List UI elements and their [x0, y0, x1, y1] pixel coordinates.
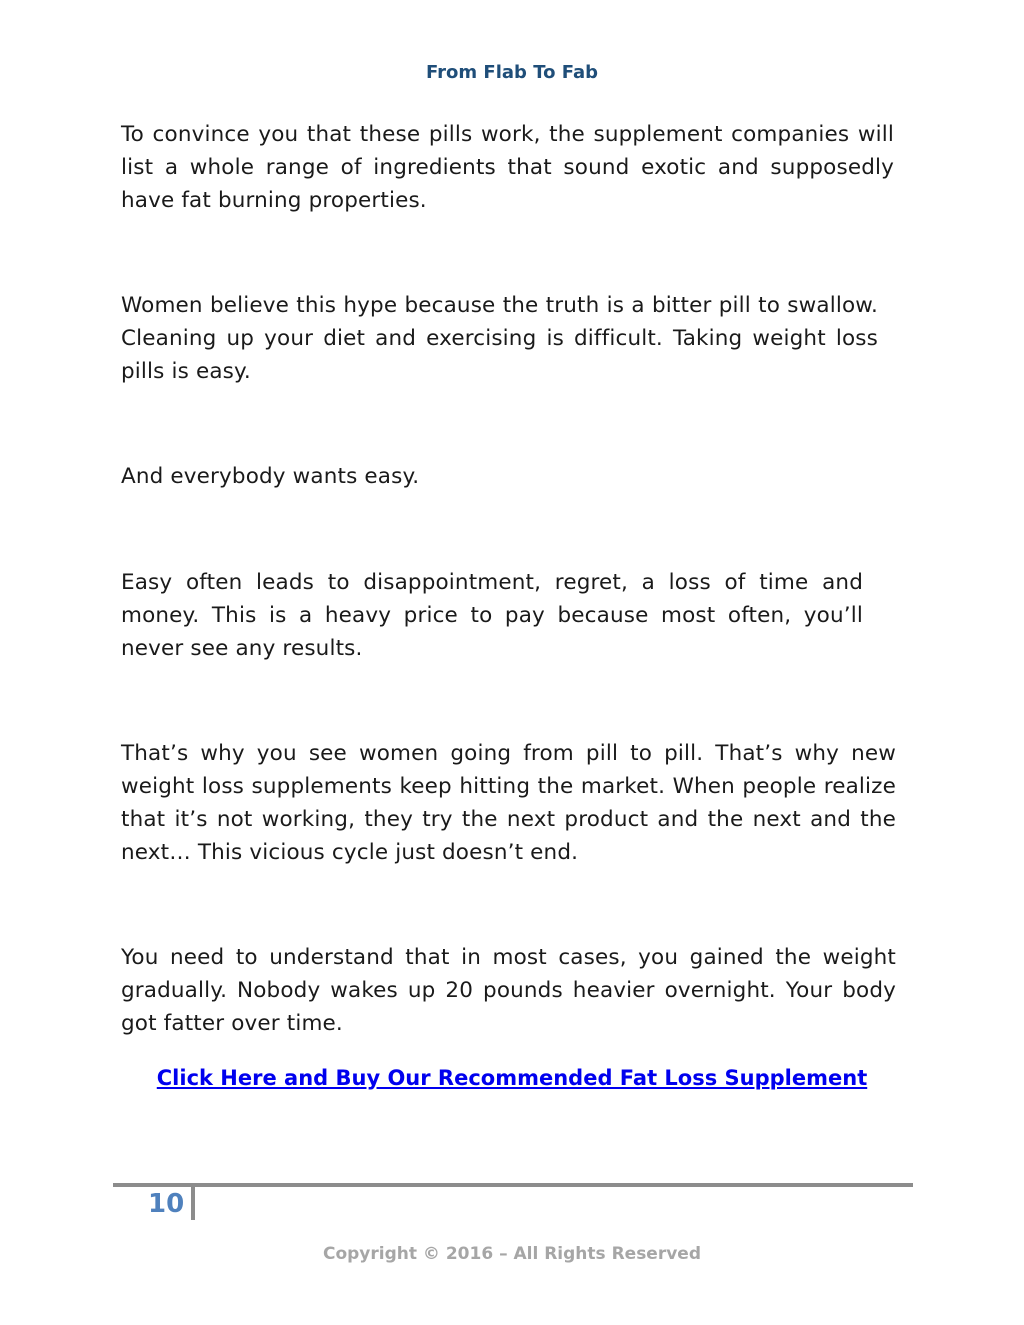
footer-divider	[113, 1183, 913, 1187]
body-paragraph: Women believe this hype because the truth is a bitter pill to swallow. Cleaning up your diet and exercising is difficult. Taking weight loss pills is easy.	[121, 293, 878, 384]
buy-supplement-link[interactable]: Click Here and Buy Our Recommended Fat Loss Supplement	[156, 1066, 868, 1090]
body-paragraph: Easy often leads to disappointment, regret, a loss of time and money. This is a heavy price to pay because most often, you’ll never see any results.	[121, 570, 863, 661]
body-paragraph: That’s why you see women going from pill to pill. That’s why new weight loss supplements keep hitting the market. When people realize that it’s not working, they try the next product and the next and the next… This vicious cycle just doesn’t end.	[121, 741, 896, 865]
body-paragraph: And everybody wants easy.	[121, 464, 420, 489]
page-header-title: From Flab To Fab	[426, 62, 598, 83]
body-paragraph: You need to understand that in most cases, you gained the weight gradually. Nobody wakes up 20 pounds heavier overnight. Your body got fatter over time.	[121, 945, 896, 1036]
body-paragraph: To convince you that these pills work, the supplement companies will list a whole range of ingredients that sound exotic and supposedly have fat burning properties.	[121, 122, 894, 213]
page-number-divider	[191, 1186, 195, 1220]
page-number: 10	[148, 1189, 185, 1219]
copyright-notice: Copyright © 2016 – All Rights Reserved	[322, 1244, 702, 1264]
